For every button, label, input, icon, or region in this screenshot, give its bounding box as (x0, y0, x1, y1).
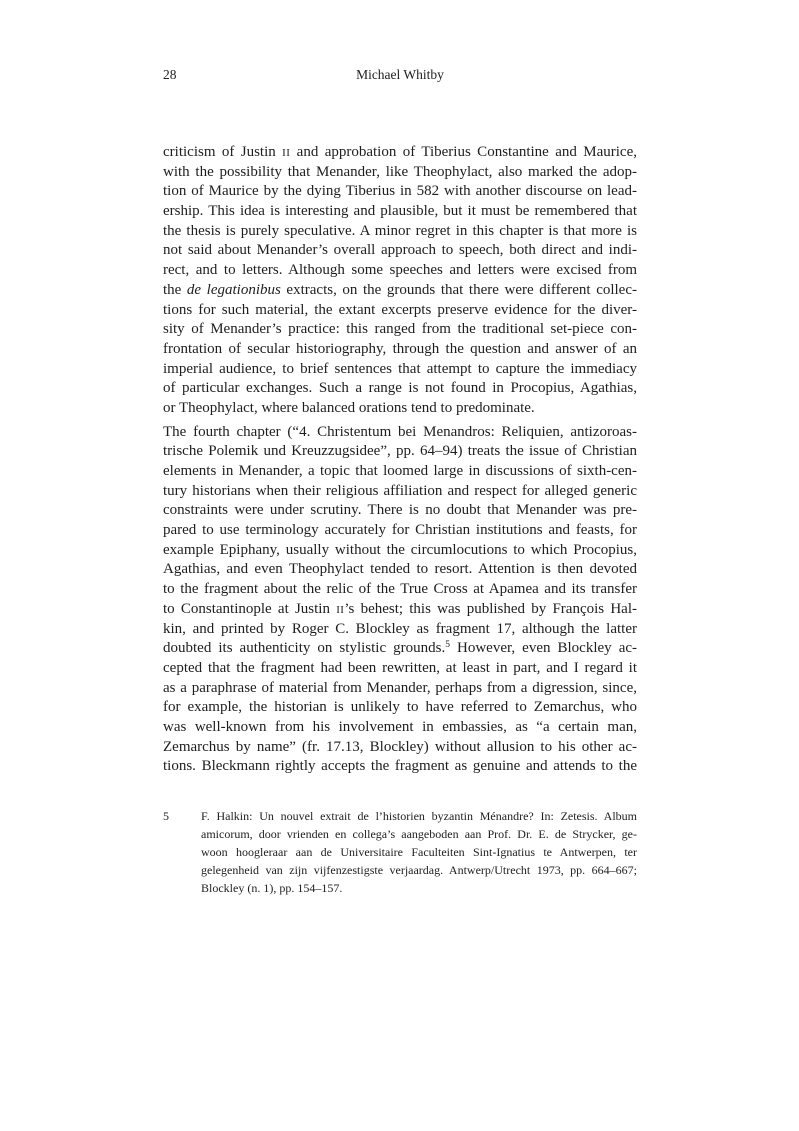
text-run: constraints were under scrutiny. There is no doubt that Menander was pre- (163, 502, 637, 519)
text-run: tion of Maurice by the dying Tiberius in 582 with another discourse on lead- (163, 183, 637, 200)
text-line (201, 879, 637, 897)
text-run: trische Polemik und Kreuzzugsidee”, pp. 64–94) treats the issue of Christian (163, 443, 637, 460)
text-run: tions. Bleckmann rightly accepts the fragment as genuine and attends to the (163, 758, 637, 775)
page-number: 28 (163, 67, 177, 82)
text-line (163, 659, 637, 679)
text-run: Blockley (n. 1), pp. 154–157. (201, 881, 343, 895)
text-line (163, 301, 637, 321)
text-line (163, 360, 637, 380)
text-run: kin, and printed by Roger C. Blockley as fragment 17, although the latter (163, 620, 637, 637)
text-line (163, 261, 637, 281)
text-run: and approbation of Tiberius Constantine and Maurice, (290, 144, 637, 160)
text-line (163, 222, 637, 242)
text-line (163, 442, 637, 462)
text-line (201, 861, 637, 879)
text-line (201, 825, 637, 843)
text-line (163, 241, 637, 261)
text-run: was well-known from his involvement in embassies, as “a certain man, (163, 718, 637, 735)
footnote-number: 5 (163, 809, 169, 823)
text-line (163, 482, 637, 502)
footnote-block (163, 807, 637, 897)
small-caps-text: II (282, 147, 291, 159)
text-run: to Constantinople at Justin (163, 600, 337, 617)
text-run: Zemarchus by name” (fr. 17.13, Blockley) without allusion to his other ac- (163, 738, 637, 755)
text-line (163, 560, 637, 580)
text-line (163, 501, 637, 521)
text-run: Agathias, and even Theophylact tended to resort. Attention is then devoted (163, 561, 637, 578)
text-run: not said about Menander’s overall approach to speech, both direct and indi- (163, 242, 637, 259)
text-run: to the fragment about the relic of the True Cross at Apamea and its transfer (163, 581, 637, 598)
text-run: extracts, on the grounds that there were different collec- (280, 281, 637, 298)
text-line (163, 143, 637, 163)
running-head-author: Michael Whitby (356, 67, 444, 82)
text-line (163, 757, 637, 777)
text-line (163, 679, 637, 699)
text-line (163, 399, 637, 419)
text-run: sity of Menander’s practice: this ranged from the traditional set-piece con- (163, 321, 637, 338)
text-line (163, 521, 637, 541)
text-run: or Theophylact, where balanced orations tend to predominate. (163, 399, 535, 416)
small-caps-text: II (336, 603, 345, 616)
text-run: tury historians when their religious affiliation and respect for alleged generic (163, 482, 637, 499)
text-run: However, even Blockley ac- (449, 640, 637, 657)
text-run: rect, and to letters. Although some speeches and letters were excised from (163, 262, 637, 279)
text-line (201, 843, 637, 861)
text-run: of particular exchanges. Such a range is not found in Procopius, Agathias, (163, 380, 637, 397)
text-run: criticism of Justin (163, 144, 283, 160)
text-run: ’s behest; this was published by François Hal- (344, 600, 637, 617)
footnote-ref: 5 (445, 640, 450, 651)
text-line (163, 639, 637, 659)
text-run: the (163, 281, 187, 298)
text-run: doubted its authenticity on stylistic grounds. (163, 640, 446, 657)
text-run: the thesis is purely speculative. A minor regret in this chapter is that more is (163, 222, 637, 239)
text-run: woon hoogleraar aan de Universitaire Faculteiten Sint-Ignatius te Antwerpen, ter (201, 845, 637, 859)
text-run: ership. This idea is interesting and plausible, but it must be remembered that (163, 203, 637, 220)
text-line (163, 620, 637, 640)
text-run: F. Halkin: Un nouvel extrait de l’historien byzantin Ménandre? In: Zetesis. Album (201, 809, 637, 823)
text-run: for example, the historian is unlikely to have referred to Zemarchus, who (163, 699, 637, 716)
text-run: amicorum, door vrienden en collega’s aangeboden aan Prof. Dr. E. de Strycker, ge- (201, 827, 637, 841)
text-run: as a paraphrase of material from Menander, perhaps from a digression, since, (163, 679, 637, 696)
text-run: cepted that the fragment had been rewritten, at least in part, and I regard it (163, 659, 637, 676)
body-text (163, 143, 637, 777)
text-run: gelegenheid van zijn vijfenzestigste verjaardag. Antwerp/Utrecht 1973, pp. 664–667; (201, 863, 637, 877)
text-line (163, 718, 637, 738)
text-line (163, 541, 637, 561)
text-line (163, 320, 637, 340)
text-line (163, 202, 637, 222)
text-run: The fourth chapter (“4. Christentum bei Menandros: Reliquien, antizoroas- (163, 423, 637, 440)
text-run: example Epiphany, usually without the circumlocutions to which Procopius, (163, 541, 637, 558)
text-line (201, 807, 637, 825)
text-run: tions for such material, the extant excerpts preserve evidence for the diver- (163, 301, 637, 318)
text-line (163, 379, 637, 399)
text-line (163, 600, 637, 620)
text-line (163, 163, 637, 183)
paragraph (163, 143, 637, 419)
text-line (163, 462, 637, 482)
text-run: with the possibility that Menander, like Theophylact, also marked the adop- (163, 163, 637, 180)
italic-text: de legationibus (186, 281, 281, 298)
paragraph (163, 423, 637, 777)
text-run: imperial audience, to brief sentences that attempt to capture the immediacy (163, 360, 637, 377)
text-line (163, 182, 637, 202)
text-line (163, 738, 637, 758)
text-line (163, 580, 637, 600)
text-line (163, 423, 637, 443)
footnote-text (201, 807, 637, 897)
text-line (163, 698, 637, 718)
text-run: elements in Menander, a topic that loomed large in discussions of sixth-cen- (163, 463, 637, 479)
text-line (163, 340, 637, 360)
page-header (163, 66, 637, 83)
text-line (163, 281, 637, 301)
text-run: pared to use terminology accurately for Christian institutions and feasts, for (163, 522, 637, 539)
text-run: frontation of secular historiography, through the question and answer of an (163, 340, 637, 357)
